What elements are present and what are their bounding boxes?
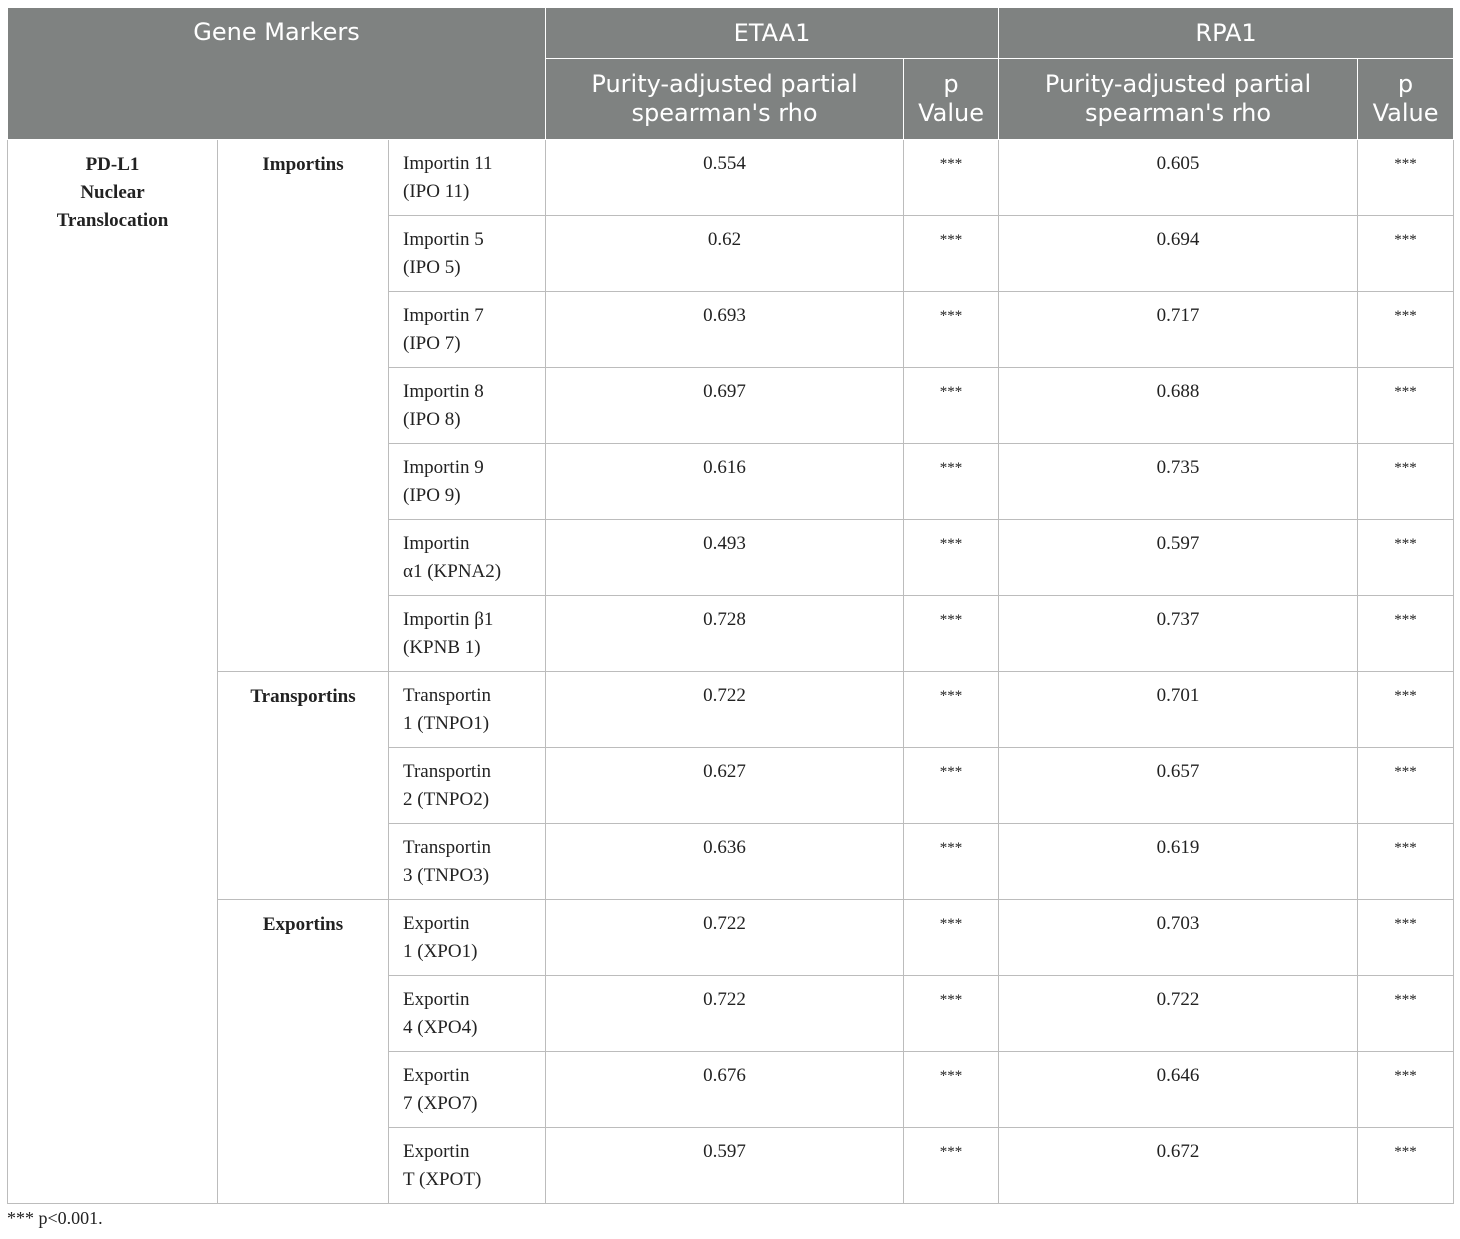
rpa1-rho-cell: 0.737 [999,596,1358,672]
rpa1-p-cell: *** [1358,672,1454,748]
rpa1-rho-cell: 0.703 [999,900,1358,976]
correlation-table [7,7,1454,1204]
header-rpa1-rho: Purity-adjusted partial spearman's rho [999,59,1358,140]
gene-cell: Importin 7 (IPO 7) [389,292,546,368]
group-cell: PD-L1 Nuclear Translocation [8,140,218,1204]
header-etaa1-p: p Value [904,59,999,140]
etaa1-rho-cell: 0.722 [546,900,904,976]
header-rpa1-p: p Value [1358,59,1454,140]
gene-cell: Importin β1 (KPNB 1) [389,596,546,672]
gene-cell: Transportin 2 (TNPO2) [389,748,546,824]
etaa1-rho-cell: 0.636 [546,824,904,900]
rpa1-rho-cell: 0.701 [999,672,1358,748]
gene-cell: Exportin 7 (XPO7) [389,1052,546,1128]
rpa1-rho-cell: 0.717 [999,292,1358,368]
gene-cell: Importin 8 (IPO 8) [389,368,546,444]
etaa1-p-cell: *** [904,520,999,596]
etaa1-rho-cell: 0.722 [546,976,904,1052]
rpa1-rho-cell: 0.605 [999,140,1358,216]
etaa1-p-cell: *** [904,824,999,900]
etaa1-rho-cell: 0.597 [546,1128,904,1204]
etaa1-p-cell: *** [904,976,999,1052]
etaa1-rho-cell: 0.722 [546,672,904,748]
rpa1-rho-cell: 0.597 [999,520,1358,596]
header-gene-markers: Gene Markers [8,8,546,140]
rpa1-p-cell: *** [1358,976,1454,1052]
rpa1-rho-cell: 0.688 [999,368,1358,444]
table-row [8,672,1454,748]
etaa1-rho-cell: 0.693 [546,292,904,368]
gene-cell: Exportin 4 (XPO4) [389,976,546,1052]
gene-cell: Importin 9 (IPO 9) [389,444,546,520]
rpa1-rho-cell: 0.694 [999,216,1358,292]
etaa1-p-cell: *** [904,444,999,520]
etaa1-rho-cell: 0.627 [546,748,904,824]
etaa1-p-cell: *** [904,292,999,368]
gene-cell: Transportin 3 (TNPO3) [389,824,546,900]
etaa1-p-cell: *** [904,900,999,976]
rpa1-p-cell: *** [1358,216,1454,292]
gene-cell: Exportin T (XPOT) [389,1128,546,1204]
subgroup-importins: Importins [218,140,389,672]
etaa1-rho-cell: 0.616 [546,444,904,520]
rpa1-p-cell: *** [1358,596,1454,672]
table-row [8,900,1454,976]
gene-cell: Importin 5 (IPO 5) [389,216,546,292]
etaa1-p-cell: *** [904,140,999,216]
rpa1-p-cell: *** [1358,140,1454,216]
gene-cell: Exportin 1 (XPO1) [389,900,546,976]
rpa1-rho-cell: 0.735 [999,444,1358,520]
rpa1-rho-cell: 0.672 [999,1128,1358,1204]
rpa1-p-cell: *** [1358,1128,1454,1204]
etaa1-rho-cell: 0.493 [546,520,904,596]
etaa1-p-cell: *** [904,596,999,672]
rpa1-p-cell: *** [1358,824,1454,900]
etaa1-rho-cell: 0.697 [546,368,904,444]
footnote: *** p<0.001. [7,1208,103,1228]
header-etaa1-rho: Purity-adjusted partial spearman's rho [546,59,904,140]
rpa1-p-cell: *** [1358,900,1454,976]
header-etaa1: ETAA1 [546,8,999,59]
etaa1-p-cell: *** [904,1052,999,1128]
etaa1-p-cell: *** [904,672,999,748]
rpa1-rho-cell: 0.722 [999,976,1358,1052]
header-row-1 [8,8,1454,59]
subgroup-transportins: Transportins [218,672,389,900]
etaa1-rho-cell: 0.554 [546,140,904,216]
etaa1-rho-cell: 0.728 [546,596,904,672]
gene-cell: Transportin 1 (TNPO1) [389,672,546,748]
etaa1-rho-cell: 0.676 [546,1052,904,1128]
rpa1-p-cell: *** [1358,292,1454,368]
gene-cell: Importin 11 (IPO 11) [389,140,546,216]
rpa1-p-cell: *** [1358,368,1454,444]
etaa1-p-cell: *** [904,216,999,292]
rpa1-p-cell: *** [1358,748,1454,824]
etaa1-p-cell: *** [904,368,999,444]
rpa1-rho-cell: 0.619 [999,824,1358,900]
subgroup-exportins: Exportins [218,900,389,1204]
header-rpa1: RPA1 [999,8,1454,59]
rpa1-rho-cell: 0.657 [999,748,1358,824]
rpa1-p-cell: *** [1358,1052,1454,1128]
table-header [8,8,1454,140]
rpa1-rho-cell: 0.646 [999,1052,1358,1128]
etaa1-p-cell: *** [904,748,999,824]
rpa1-p-cell: *** [1358,520,1454,596]
etaa1-p-cell: *** [904,1128,999,1204]
etaa1-rho-cell: 0.62 [546,216,904,292]
table-body [8,140,1454,1204]
rpa1-p-cell: *** [1358,444,1454,520]
table-row [8,140,1454,216]
gene-cell: Importin α1 (KPNA2) [389,520,546,596]
